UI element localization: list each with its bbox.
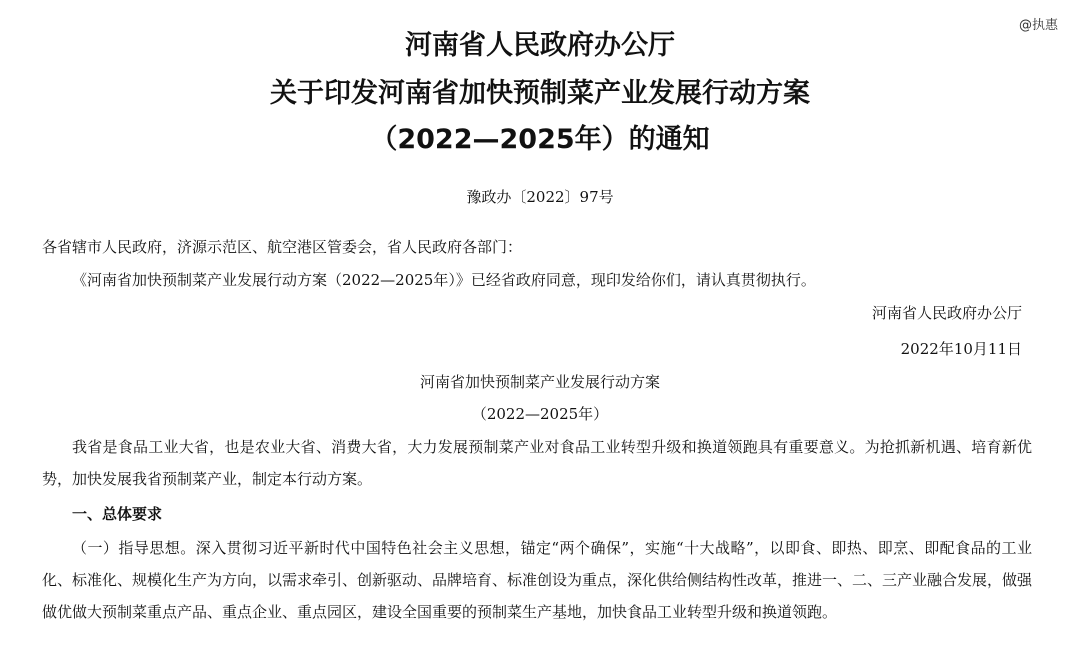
document-title-line-3: （2022—2025年）的通知 [370, 124, 710, 155]
watermark: @执惠 [1018, 18, 1058, 33]
document-number: 豫政办〔2022〕97号 [466, 188, 614, 206]
document-title-line-2: 关于印发河南省加快预制菜产业发展行动方案 [270, 78, 810, 109]
guiding-thought-paragraph: （一）指导思想。深入贯彻习近平新时代中国特色社会主义思想，锚定“两个确保”，实施“十大战略”，以即食、即热、即烹、即配食品的工业化、标准化、规模化生产为方向，以需求牵引、创新驱动、品牌培育、标准创设为重点，深化供给侧结构性改革，推进一、二、三产业融合发展，做强做优做大预制菜重点产品、重点企业、重点园区，建设全国重要的预制菜生产基地，加快食品工业转型升级和换道领跑。 [42, 539, 1033, 621]
plan-subtitle: （2022—2025年） [471, 405, 609, 423]
notice-body: 《河南省加快预制菜产业发展行动方案（2022—2025年）》已经省政府同意，现印发给你们，请认真贯彻执行。 [72, 271, 816, 289]
document-title-line-1: 河南省人民政府办公厅 [405, 30, 675, 61]
section-heading: 一、总体要求 [72, 505, 163, 523]
issue-date: 2022年10月11日 [900, 340, 1022, 358]
addressee: 各省辖市人民政府，济源示范区、航空港区管委会，省人民政府各部门： [42, 238, 523, 256]
issuer-signature: 河南省人民政府办公厅 [871, 304, 1022, 322]
plan-intro-paragraph: 我省是食品工业大省，也是农业大省、消费大省，大力发展预制菜产业对食品工业转型升级和换道领跑具有重要意义。为抢抓新机遇、培育新优势，加快发展我省预制菜产业，制定本行动方案。 [42, 438, 1032, 488]
plan-title: 河南省加快预制菜产业发展行动方案 [419, 373, 660, 391]
